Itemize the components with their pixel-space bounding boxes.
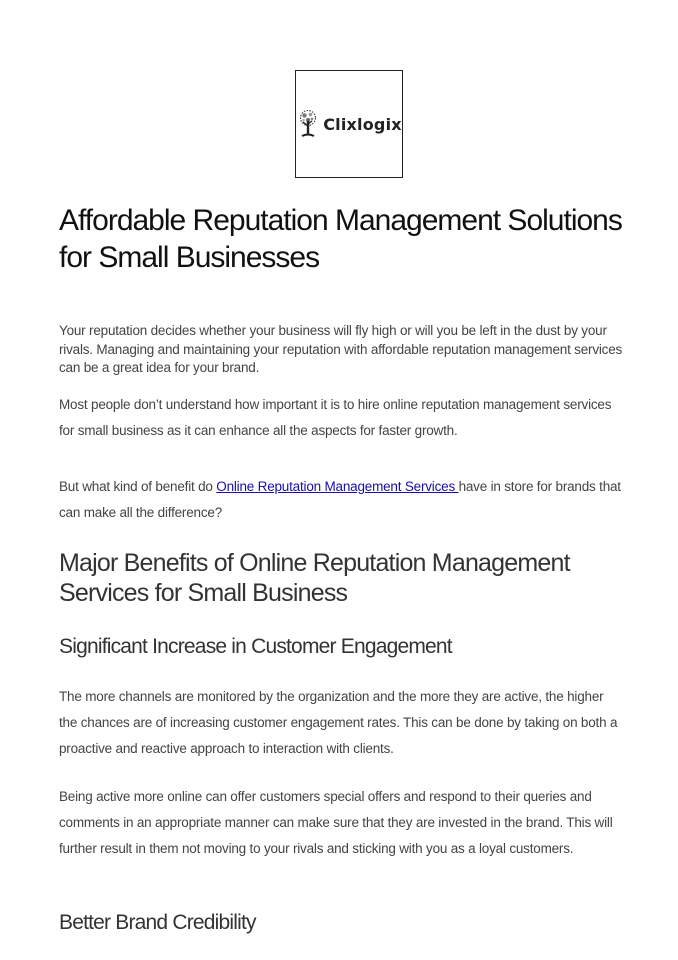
engagement-heading: Significant Increase in Customer Engagement	[59, 635, 452, 658]
intro-paragraph: Your reputation decides whether your business will fly high or will you be left in the dust by your rivals. Managing and maintaining your reputation with affordable reputation management services can be a great idea for your brand.	[59, 323, 623, 375]
credibility-heading: Better Brand Credibility	[59, 911, 256, 934]
engagement-paragraph-1: The more channels are monitored by the organization and the more they are active, the higher the chances are of increasing customer engagement rates. This can be done by taking on both a proactive and reactive approach to interaction with clients.	[59, 689, 618, 756]
tree-icon	[296, 109, 320, 139]
page-title: Affordable Reputation Management Solutions for Small Businesses	[59, 204, 622, 274]
logo-box	[295, 70, 403, 178]
engagement-paragraph-2: Being active more online can offer customers special offers and respond to their queries and comments in an appropriate manner can make sure that they are invested in the brand. This will further result in them not moving to your rivals and sticking with you as a loyal customers.	[59, 789, 613, 856]
orm-services-link[interactable]: Online Reputation Management Services	[216, 479, 459, 494]
logo-text: Clixlogix	[323, 114, 402, 134]
understand-paragraph: Most people don’t understand how important it is to hire online reputation management services for small business as it can enhance all the aspects for faster growth.	[59, 397, 612, 438]
benefit-text-before: But what kind of benefit do	[59, 479, 217, 494]
benefit-text-after: have in store for brands that can make all the difference?	[59, 479, 621, 520]
benefit-paragraph	[59, 474, 624, 526]
logo	[296, 109, 402, 139]
major-benefits-heading: Major Benefits of Online Reputation Management Services for Small Business	[59, 549, 570, 607]
